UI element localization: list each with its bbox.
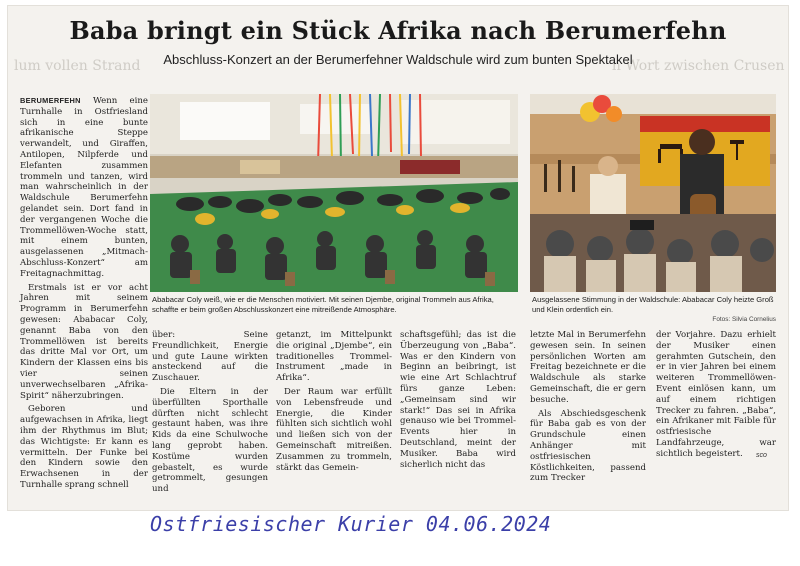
paragraph: Der Raum war erfüllt von Lebensfreude und Energie, die Kinder fühlten sich sichtlich wohl und ließen sich von der Gemeinschaft mitreißen. Zusammen zu trommeln, stärkt das Gemein- [276,386,392,473]
article-column-6 [656,330,776,463]
article-column-2 [152,330,268,498]
photo-caption-left: Ababacar Coly weiß, wie er die Menschen motiviert. Mit seinen Djembe, original Trommeln aus Afrika, schaffte er beim großen Abschlusskonzert eine mitreißende Atmosphäre. [152,295,494,314]
paragraph: Geboren und aufgewachsen in Afrika, liegt ihm der Rhythmus im Blut; das Wichtigste: Er kann es vermitteln. Der Funke bei den Kindern sowie den Erwachsenen in der Turnhalle sprang schnell [20,404,148,490]
photo-gym-concert [150,94,518,292]
article-subheadline: Abschluss-Konzert an der Berumerfehner Waldschule wird zum bunten Spektakel [163,52,633,67]
handwritten-source-note: Ostfriesischer Kurier 04.06.2024 [150,512,552,536]
paragraph: letzte Mal in Berumerfehn gewesen sein. In seinen persönlichen Worten am Freitag bezeichnete er die Waldschule als starke Gemeinschaft, die er gern besuche. [530,330,646,405]
paragraph: Die Eltern in der überfüllten Sporthalle dürften nicht schlecht gestaunt haben, was ihre Kids da eine Schulwoche lang geprobt haben. Kostüme wurden gebastelt, es wurde getrommelt, gesungen und [152,386,268,495]
caption-text: Ausgelassene Stimmung in der Waldschule: Ababacar Coly heizte Groß und Klein ordentlich ein. [532,295,774,314]
photo-drummer-stage [530,94,776,292]
photo-caption-right [532,295,776,325]
paragraph: über: Seine Freundlichkeit, Energie und gute Laune wirkten ansteckend auf die Zuschauer. [152,330,268,384]
photo-credit: Fotos: Silvia Cornelius [712,316,776,323]
article-column-5 [530,330,646,487]
article-headline: Baba bringt ein Stück Afrika nach Berumerfehn [69,16,727,45]
paragraph: Erstmals ist er vor acht Jahren mit seinem Programm in Berumerfehn gewesen: Ababacar Coly, genannt Baba von den Trommellöwen ist bereits das dritte Mal vor Ort, um Kindern der Klassen eins bis vier seinen unverwechselbaren „Afrika-Spirit“ näherzubringen. [20,282,148,401]
paragraph: schaftsgefühl; das ist die Überzeugung von „Baba“. Was er den Kindern von Beginn an beibringt, ist wie eine Art Schlachtruf fürs ganze Leben: „Gemeinsam sind wir stark!“ Das sei in Afrika genauso wie bei Trommel-Events hier in Deutschland, meint der Musiker. Baba wird sicherlich nicht das [400,330,516,470]
article-column-1 [20,96,148,494]
bleed-through-text-right: 'n Wort zwischen Crusen [608,58,785,74]
paragraph: der Vorjahre. Dazu erhielt der Musiker einen gerahmten Gutschein, den er in vier Jahren bei einem weiteren Trommellöwen-Event einlösen kann, um auf einem richtigen Trecker zu fahren. „Baba“, ein Afrikaner mit Faible für ostfriesische Landfahrzeuge, war sichtlich begeistert. [656,330,776,459]
stage-scene-illustration [530,94,776,292]
article-column-4 [400,330,516,473]
author-initials: sco [756,452,767,459]
bleed-through-text-left: lum vollen Strand [14,58,141,74]
paragraph: Wenn eine Turnhalle in Ostfriesland sich in eine bunte afrikanische Steppe verwandelt, und Giraffen, Antilopen, Nilpferde und Elefanten zusammen trommeln und tanzen, wird man wahrscheinlich in der Waldschule Berumerfehn gelandet sein. Dort fand in der vergangenen Woche die Trommellöwen-Woche statt, mit einem bunten, ausgelassenen „Mitmach-Abschluss-Konzert“ am Freitagnachmittag. [20,96,148,279]
dateline: BERUMERFEHN [20,96,81,105]
newspaper-clipping [8,6,788,510]
paragraph: getanzt, im Mittelpunkt die original „Djembe“, ein traditionelles Trommel-Instrument „made in Afrika“. [276,330,392,384]
paragraph: Als Abschiedsgeschenk für Baba gab es von der Grundschule einen Anhänger mit ostfriesischen Köstlichkeiten, passend zum Trecker [530,408,646,484]
gym-scene-illustration [150,94,518,292]
article-column-3 [276,330,392,476]
